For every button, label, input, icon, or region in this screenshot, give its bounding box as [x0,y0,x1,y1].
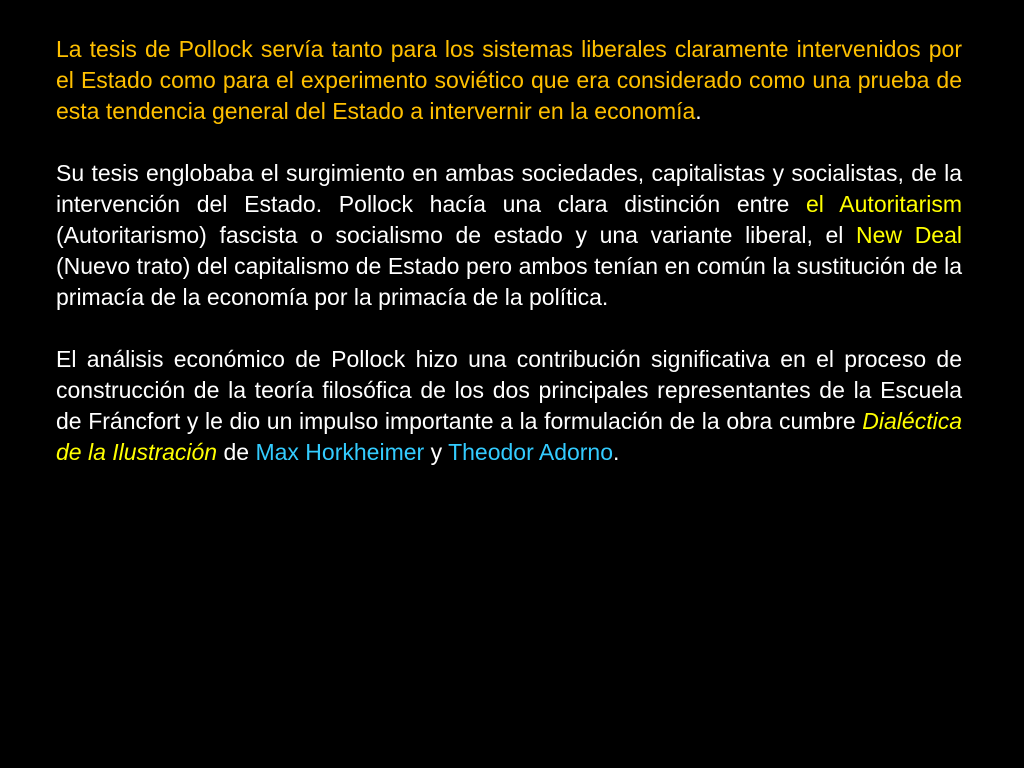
paragraph-2-text-3: (Nuevo trato) del capitalismo de Estado pero ambos tenían en común la sustitución de la primacía de la economía por la primacía de la política. [56,253,962,310]
slide-content [56,34,962,499]
paragraph-2-text-1: Su tesis englobaba el surgimiento en ambas sociedades, capitalistas y socialistas, de la intervención del Estado. Pollock hacía una clara distinción entre [56,160,962,217]
paragraph-thesis-scope [56,158,962,313]
paragraph-pollock-thesis [56,34,962,127]
paragraph-economic-analysis [56,344,962,468]
new-deal-link[interactable]: New Deal [856,222,962,248]
paragraph-1-text: La tesis de Pollock servía tanto para los sistemas liberales claramente intervenidos por el Estado como para el experimento soviético que era considerado como una prueba de esta tendencia general del Estado a intervernir en la economía [56,36,962,124]
theodor-adorno-link[interactable]: Theodor Adorno [448,439,614,465]
paragraph-3-text-1: El análisis económico de Pollock hizo una contribución significativa en el proceso de construcción de la teoría filosófica de los dos principales representantes de la Escuela de Fráncfort y le dio un impulso importante a la formulación de la obra cumbre [56,346,962,434]
paragraph-1-period: . [695,98,702,124]
autoritarism-link[interactable]: el Autoritarism [805,191,962,217]
paragraph-2-text-2: (Autoritarismo) fascista o socialismo de estado y una variante liberal, el [56,222,857,248]
paragraph-3-period: . [613,439,620,465]
paragraph-3-text-3: y [424,439,449,465]
max-horkheimer-link[interactable]: Max Horkheimer [255,439,425,465]
paragraph-3-text-2: de [217,439,256,465]
dialectic-of-enlightenment-link[interactable]: Dialéctica de la Ilustración [56,408,962,465]
